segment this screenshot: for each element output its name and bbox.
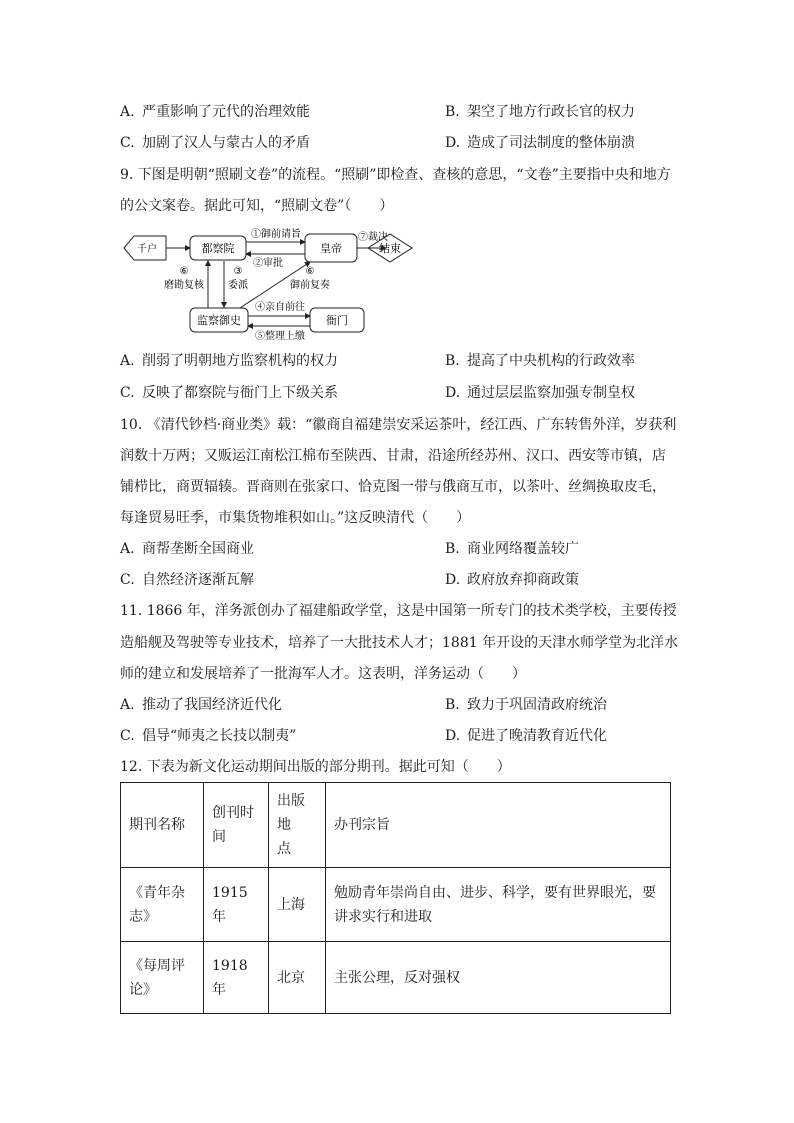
svg-text:⑦裁决: ⑦裁决 — [358, 232, 388, 243]
svg-text:⑤整理上缴: ⑤整理上缴 — [255, 331, 305, 342]
cell-aim: 主张公理，反对强权 — [326, 942, 671, 1014]
q8-option-c: C. 加剧了汉人与蒙古人的矛盾 — [120, 135, 310, 151]
svg-text:都察院: 都察院 — [201, 242, 235, 255]
svg-text:千户: 千户 — [137, 244, 157, 255]
svg-text:①御前请旨: ①御前请旨 — [251, 229, 301, 240]
svg-text:⑥: ⑥ — [179, 266, 189, 277]
q10-option-d: D. 政府放弃抑商政策 — [445, 572, 579, 588]
q10-line3: 铺栉比，商贾辐辏。晋商则在张家口、恰克图一带与俄商互市，以茶叶、丝绸换取皮毛， — [120, 479, 666, 495]
cell-year: 1915 年 — [204, 868, 269, 942]
svg-text:②审批: ②审批 — [253, 258, 283, 269]
cell-place: 北京 — [269, 942, 326, 1014]
cell-year: 1918 年 — [204, 942, 269, 1014]
cell-name: 《每周评 论》 — [121, 942, 204, 1014]
q10-option-a: A. 商帮垄断全国商业 — [120, 541, 254, 557]
q10-line2: 润数十万两；又贩运江南松江棉布至陕西、甘肃，沿途所经苏州、汉口、西安等市镇，店 — [120, 448, 666, 464]
huangdi-node — [305, 234, 357, 262]
svg-text:委派: 委派 — [228, 280, 248, 291]
duchayuan-node — [190, 236, 246, 260]
q11-option-c: C. 倡导“师夷之长技以制夷” — [120, 728, 297, 744]
svg-text:皇帝: 皇帝 — [320, 242, 342, 255]
svg-text:③: ③ — [233, 266, 243, 277]
header-place: 出版地 点 — [269, 783, 326, 868]
q11-option-a: A. 推动了我国经济近代化 — [120, 697, 282, 713]
q9-flow-diagram — [120, 224, 420, 342]
q8-option-b: B. 架空了地方行政长官的权力 — [445, 104, 635, 120]
svg-text:衙门: 衙门 — [326, 314, 348, 327]
q9-stem-line2: 的公文案卷。据此可知，“照刷文卷”（ ） — [120, 198, 394, 214]
svg-text:磨勘复核: 磨勘复核 — [164, 280, 204, 291]
q8-option-a: A. 严重影响了元代的治理效能 — [120, 104, 310, 120]
q10-option-b: B. 商业网络覆盖较广 — [445, 541, 579, 557]
q9-option-b: B. 提高了中央机构的行政效率 — [445, 353, 635, 369]
table-row — [121, 942, 671, 1014]
q10-line4: 每逢贸易旺季，市集货物堆积如山。”这反映清代（ ） — [120, 510, 471, 526]
q9-option-d: D. 通过层层监察加强专制皇权 — [445, 385, 635, 401]
cell-place: 上海 — [269, 868, 326, 942]
cell-name: 《青年杂 志》 — [121, 868, 204, 942]
q11-line1: 11. 1866 年，洋务派创办了福建船政学堂，这是中国第一所专门的技术类学校，主要传授 — [120, 603, 677, 619]
journals-table — [120, 782, 671, 1014]
svg-text:御前复奏: 御前复奏 — [290, 280, 330, 291]
q9-option-a: A. 削弱了明朝地方监察机构的权力 — [120, 353, 338, 369]
q9-stem-line1: 9. 下图是明朝“照刷文卷”的流程。“照刷”即检查、查核的意思，“文卷”主要指中央和地方 — [120, 167, 671, 183]
svg-text:⑥: ⑥ — [305, 266, 315, 277]
svg-text:④亲自前往: ④亲自前往 — [255, 302, 305, 313]
svg-text:监察御史: 监察御史 — [197, 314, 241, 327]
q9-option-c: C. 反映了都察院与衙门上下级关系 — [120, 385, 338, 401]
q12-stem: 12. 下表为新文化运动期间出版的部分期刊。据此可知（ ） — [120, 759, 511, 775]
cell-aim: 勉励青年崇尚自由、进步、科学，要有世界眼光，要 讲求实行和进取 — [326, 868, 671, 942]
jiancha-node — [190, 308, 248, 332]
q10-option-c: C. 自然经济逐渐瓦解 — [120, 572, 254, 588]
q11-line2: 造船舰及驾驶等专业技术，培养了一大批技术人才；1881 年开设的天津水师学堂为北洋水 — [120, 635, 679, 651]
q8-option-d: D. 造成了司法制度的整体崩溃 — [445, 135, 635, 151]
svg-text:结束: 结束 — [379, 242, 401, 255]
table-header-row — [121, 783, 671, 868]
q11-option-b: B. 致力于巩固清政府统治 — [445, 697, 607, 713]
start-node — [124, 236, 166, 260]
header-name: 期刊名称 — [121, 783, 204, 868]
q11-option-d: D. 促进了晚清教育近代化 — [445, 728, 607, 744]
table-row — [121, 868, 671, 942]
q10-line1: 10. 《清代钞档·商业类》载：“徽商自福建崇安采运茶叶，经江西、广东转售外洋，岁获利 — [120, 417, 677, 433]
q11-line3: 师的建立和发展培养了一批海军人才。这表明，洋务运动（ ） — [120, 666, 526, 682]
header-aim: 办刊宗旨 — [326, 783, 671, 868]
yamen-node — [310, 308, 364, 332]
header-date: 创刊时 间 — [204, 783, 269, 868]
